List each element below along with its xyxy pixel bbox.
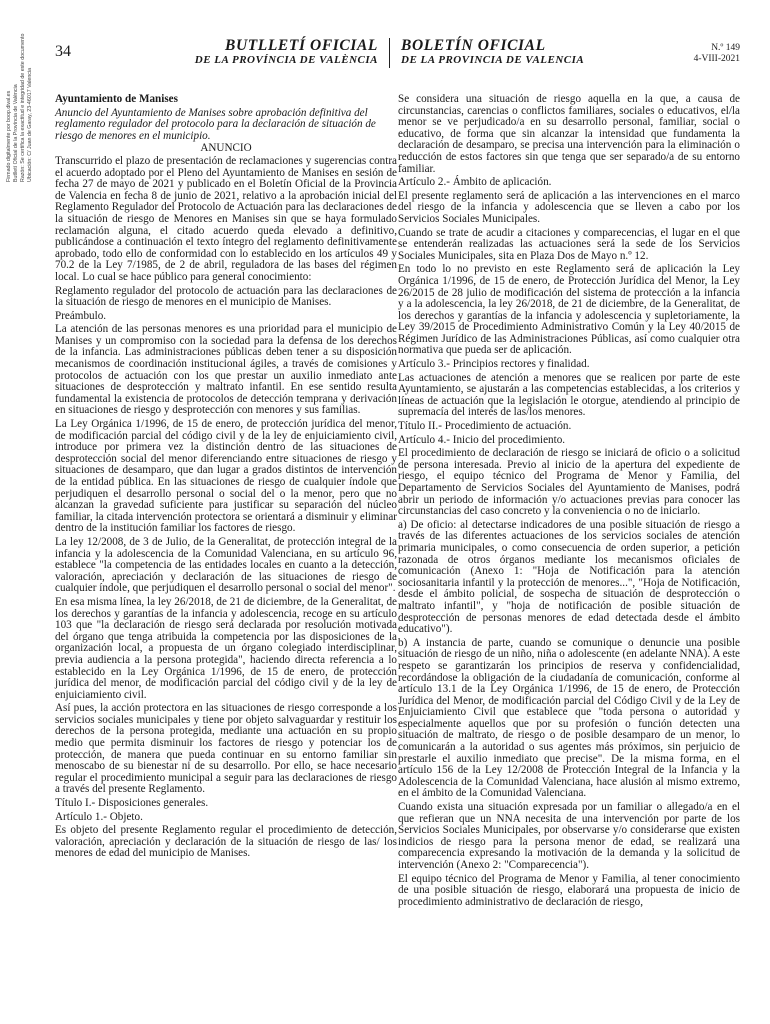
announcement-summary: Anuncio del Ayuntamiento de Manises sobre aprobación definitiva del reglamento regulador del protocolo para la declaración de situación de riesgo de menores en el municipio. <box>55 106 376 142</box>
paragraph: En esa misma línea, la ley 26/2018, de 21 de diciembre, de la Generalitat, de los derechos y garantías de la infancia y adolescencia, recoge en su artículo 103 que "la declaración de riesgo será declarada por resolución motivada del órgano que tenga atribuida la competencia por las disposiciones de la organización local, a propuesta de un órgano colegiado interdisciplinar, previa audiencia a la persona protegida", haciendo directa referencia a lo establecido en la Ley Orgánica 1/1996, de 15 de enero, de protección jurídica del menor, de modificación parcial del código civil y de la ley de enjuiciamiento civil. <box>55 595 397 701</box>
paragraph: Reglamento regulador del protocolo de actuación para las declaraciones de la situación de riesgo de menores en el municipio de Manises. <box>55 284 397 309</box>
paragraph: a) De oficio: al detectarse indicadores de una posible situación de riesgo a través de las diferentes actuaciones de los servicios sociales de atención primaria municipales, o como consecuencia de orden superior, a petición razonada de otros órganos mediante los mecanismos oficiales de comunicación (Anexo 1: "Hoja de Notificación para la atención sociosanitaria infantil y la protección de menores...", "Hoja de Notificación, desde el ámbito policial, de sospecha de situación de desprotección o maltrato infantil", y "hoja de notificación de posible situación de desprotección de personas menores de edad detectada desde el ámbito educativo"). <box>398 518 740 636</box>
issue-date: 4-VIII-2021 <box>693 54 740 64</box>
paragraph: La atención de las personas menores es una prioridad para el municipio de Manises y un compromiso con la sociedad para la defensa de los derechos de la infancia. Las administraciones públicas deben tener a su disposición mecanismos de coordinación institucional ágiles, a través de comisiones y protocolos de actuación con los que prestar un auxilio inmediato ante situaciones de desprotección y maltrato infantil. En ese sentido resulta fundamental la existencia de protocolos de detección temprana y derivación en situaciones de riesgo y desprotección con menores y sus familias. <box>55 323 397 417</box>
masthead-divider <box>389 38 390 68</box>
paragraph: Título I.- Disposiciones generales. <box>55 797 209 810</box>
signature-line: Firmado digitalmente por boop.dival.es <box>6 90 12 182</box>
paragraph: Transcurrido el plazo de presentación de reclamaciones y sugerencias contra el acuerdo adoptado por el Pleno del Ayuntamiento de Manises en sesión de fecha 27 de mayo de 2021 y publicado en el Boletín Oficial de la Provincia de Valencia en fecha 8 de junio de 2021, relativo a la aprobación inicial del Reglamento Regulador del Protocolo de Actuación para las declaraciones de la situación de riesgo de Menores en Manises sin que se haya formulado reclamación alguna, el citado acuerdo queda elevado a definitivo, publicándose a continuación el texto íntegro del reglamento definitivamente aprobado, todo ello de conformidad con lo establecido en los artículos 49 y 70.2 de la Ley 7/1985, de 2 de abril, reguladora de las bases del régimen local. Lo cual se hace público para general conocimiento: <box>55 154 397 283</box>
masthead-spanish <box>401 37 601 67</box>
masthead-title-valencian: BUTLLETÍ OFICIAL <box>225 37 378 54</box>
section-heading: Ayuntamiento de Manises <box>55 93 178 105</box>
paragraph: Así pues, la acción protectora en las situaciones de riesgo corresponde a los servicios sociales municipales y tiene por objeto salvaguardar y restituir los derechos de la persona protegida, mediante una actuación en su propio medio que permita disminuir los factores de riesgo y potenciar los de protección, de manera que pueda continuar en su entorno familiar sin menoscabo de su bienestar ni de su desarrollo. Por ello, se hace necesario regular el procedimiento municipal a seguir para las declaraciones de riesgo a través del presente Reglamento. <box>55 702 397 796</box>
masthead-subtitle-valencian: DE LA PROVÍNCIA DE VALÈNCIA <box>194 54 378 66</box>
right-text-column <box>398 94 740 910</box>
paragraph: La ley 12/2008, de 3 de Julio, de la Generalitat, de protección integral de la infancia y la adolescencia de la Comunidad Valenciana, en su artículo 96, establece "la competencia de las entidades locales en cuanto a la detección, valoración, apreciación y declaración de las situaciones de riesgo de cualquier índole, que perjudiquen el desarrollo personal o social del menor". <box>55 535 397 595</box>
paragraph: Artículo 3.- Principios rectores y finalidad. <box>398 358 590 371</box>
paragraph: El presente reglamento será de aplicación a las intervenciones en el marco del riesgo de la infancia y adolescencia que se lleven a cabo por los Servicios Sociales Municipales. <box>398 189 740 225</box>
paragraph: Artículo 4.- Inicio del procedimiento. <box>398 433 566 446</box>
paragraph: Artículo 1.- Objeto. <box>55 810 143 823</box>
masthead-valencian <box>190 37 378 67</box>
paragraph: La Ley Orgánica 1/1996, de 15 de enero, de protección jurídica del menor, de modificación parcial del código civil y de la ley de enjuiciamiento civil, introduce por primera vez la distinción dentro de las situaciones de desprotección social del menor diferenciando entre situaciones de riesgo y situaciones de desamparo, que dan lugar a grados distintos de intervención de la entidad pública. En las situaciones de riesgo de cualquier índole que perjudiquen el desarrollo personal o social del o la menor, pero que no alcanzan la gravedad suficiente para justificar su separación del núcleo familiar, la citada intervención protectora se orientará a disminuir y eliminar dentro de la institución familiar los factores de riesgo. <box>55 418 397 535</box>
issue-number: N.º 149 <box>711 43 740 53</box>
issue-info <box>684 43 740 65</box>
signature-line: Razón: Se certifica la exactitud e integridad de este documento <box>20 33 26 182</box>
paragraph: Artículo 2.- Ámbito de aplicación. <box>398 176 552 189</box>
masthead-subtitle-spanish: DE LA PROVINCIA DE VALENCIA <box>401 54 585 66</box>
signature-line: Butlletí Oficial de la Província de València <box>13 84 19 182</box>
paragraph: En todo lo no previsto en este Reglamento será de aplicación la Ley Orgánica 1/1996, de 15 de enero, de Protección Jurídica del Menor, la Ley 26/2015 de 28 julio de modificación del sistema de protección a la infancia y a la adolescencia, la ley 26/2018, de 21 de diciembre, de la Generalitat, de los derechos y garantías de la infancia y adolescencia y supletoriamente, la Ley 39/2015 de Procedimiento Administrativo Común y la Ley 40/2015 de Régimen Jurídico de las Administraciones Públicas, así como cualquier otra normativa que pueda ser de aplicación. <box>398 263 740 357</box>
paragraph: El equipo técnico del Programa de Menor y Familia, al tener conocimiento de una posible situación de riesgo, elaborará una propuesta de inicio de procedimiento administrativo de declaración de riesgo, <box>398 872 740 908</box>
digital-signature-note <box>2 24 48 184</box>
masthead-title-spanish: BOLETÍN OFICIAL <box>401 37 546 54</box>
paragraph: Título II.- Procedimiento de actuación. <box>398 420 572 433</box>
announcement-label: ANUNCIO <box>200 142 252 155</box>
paragraph: Se considera una situación de riesgo aquella en la que, a causa de circunstancias, carencias o conflictos familiares, sociales o educativos, el/la menor se ve perjudicado/a en su desarrollo personal, familiar, social o educativo, de forma que sin alcanzar la intensidad que fundamenta la declaración de desamparo, se precisa una intervención para la eliminación o reducción de estos factores sin que tenga que ser separado/a de su entorno familiar. <box>398 93 740 175</box>
paragraph: b) A instancia de parte, cuando se comunique o denuncie una posible situación de riesgo de un niño, niña o adolescente (en adelante NNA). A este respeto se garantizarán los principios de reserva y confidencialidad, recordándose la obligación de la ciudadanía de comunicación, conforme al artículo 13.1 de la Ley Orgánica 1/1996, de 15 de enero, de Protección Jurídica del Menor, de modificación parcial del Código Civil y de la Ley de Enjuiciamiento Civil que establece que "toda persona o autoridad y especialmente aquellos que por su profesión o función detecten una situación de maltrato, de riesgo o de posible desamparo de un menor, lo comunicarán a la autoridad o sus agentes más próximos, sin perjuicio de prestarle el auxilio inmediato que precise". De la misma forma, en el artículo 156 de la Ley 12/2008 de Protección Integral de la Infancia y la Adolescencia de la Comunidad Valenciana, hace alusión al mismo extremo, en el ámbito de la Comunidad Valenciana. <box>398 636 740 800</box>
signature-line: Ubicación: C/ Juan de Garay, 23-46017 Valencia <box>27 67 33 182</box>
paragraph: Cuando exista una situación expresada por un familiar o allegado/a en el que refieran que un NNA necesita de una intervención por parte de los Servicios Sociales Municipales, por observarse y/o considerarse que existen indicios de riesgo para la persona menor de edad, se realizará una comparecencia expresando la motivación de la demanda y la solicitud de intervención (Anexo 2: "Comparecencia"). <box>398 801 740 871</box>
page-number: 34 <box>55 43 71 60</box>
paragraph: Es objeto del presente Reglamento regular el procedimiento de detección, valoración, apreciación y declaración de la situación de riesgo de las/ los menores de edad del municipio de Manises. <box>55 824 397 860</box>
paragraph: El procedimiento de declaración de riesgo se iniciará de oficio o a solicitud de persona interesada. Previo al inicio de la apertura del expediente de riesgo, el equipo técnico del Programa de Menor y Familia, del Departamento de Servicios Sociales del Ayuntamiento de Manises, podrá abrir un periodo de información y/o actuaciones previas para conocer las circunstancias del caso concreto y la conveniencia o no de iniciarlo. <box>398 447 740 518</box>
paragraph: Cuando se trate de acudir a citaciones y comparecencias, el lugar en el que se entenderán realizadas las actuaciones será la sede de los Servicios Sociales Municipales, sita en Plaza Dos de Mayo n.º 12. <box>398 226 740 262</box>
left-text-column <box>55 94 397 862</box>
paragraph: Preámbulo. <box>55 309 107 322</box>
paragraph: Las actuaciones de atención a menores que se realicen por parte de este Ayuntamiento, se ajustarán a las competencias establecidas, a los criterios y líneas de actuación que la legislación le otorgue, atendiendo al principio de supremacía del interés de las/los menores. <box>398 371 740 419</box>
